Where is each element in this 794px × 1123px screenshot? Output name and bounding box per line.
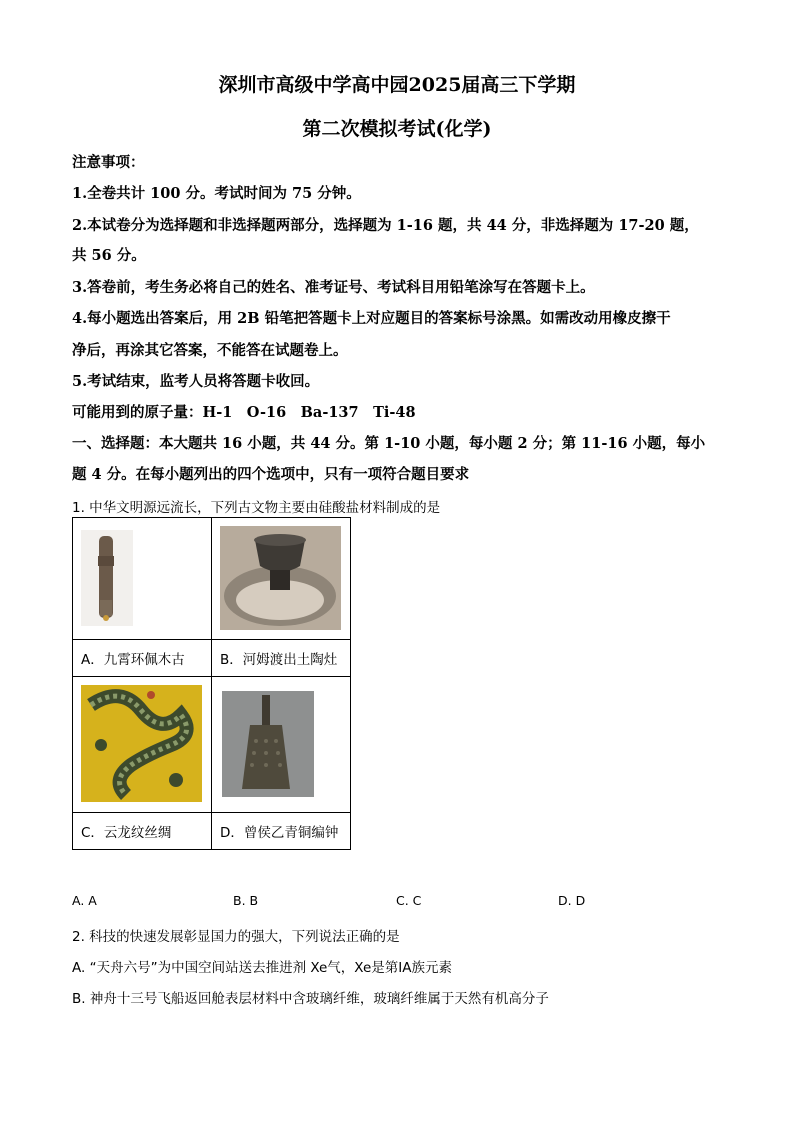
option-b-image-cell [212, 518, 351, 640]
section-instructions-line2: 题 4 分。在每小题列出的四个选项中，只有一项符合题目要求 [72, 466, 470, 483]
atomic-masses: 可能用到的原子量：H-1 O-16 Ba-137 Ti-48 [72, 404, 416, 421]
section-instructions-line1: 一、选择题：本大题共 16 小题，共 44 分。第 1-10 小题，每小题 2 分；第 11-16 小题，每小 [72, 435, 706, 452]
option-a-image-cell [73, 518, 212, 640]
choice-a[interactable]: A. A [72, 893, 97, 908]
guqin-photo [81, 530, 133, 626]
option-c-label: C．云龙纹丝绸 [73, 813, 212, 850]
note-2-line1: 2.本试卷分为选择题和非选择题两部分，选择题为 1-16 题，共 44 分，非选择题为 17-20 题， [72, 217, 699, 234]
option-a-label: A．九霄环佩木古 [73, 640, 212, 677]
option-d-label: D．曾侯乙青铜编钟 [212, 813, 351, 850]
pottery-stove-photo [220, 526, 341, 630]
question-1-stem: 1. 中华文明源远流长，下列古文物主要由硅酸盐材料制成的是 [72, 500, 441, 516]
note-1: 1.全卷共计 100 分。考试时间为 75 分钟。 [72, 185, 361, 202]
question-2-option-b[interactable]: B. 神舟十三号飞船返回舱表层材料中含玻璃纤维，玻璃纤维属于天然有机高分子 [72, 991, 549, 1007]
dragon-silk-photo [81, 685, 202, 802]
exam-title-line1: 深圳市高级中学高中园2025届高三下学期 [218, 74, 576, 96]
choice-d[interactable]: D. D [558, 893, 586, 908]
notes-heading: 注意事项： [72, 154, 145, 171]
exam-title-line2: 第二次模拟考试(化学) [302, 118, 492, 140]
option-b-label: B．河姆渡出土陶灶 [212, 640, 351, 677]
question-2-option-a[interactable]: A. “天舟六号”为中国空间站送去推进剂 Xe气，Xe是第ⅠA族元素 [72, 960, 452, 976]
choice-b[interactable]: B. B [233, 893, 259, 908]
choice-c[interactable]: C. C [396, 893, 422, 908]
option-c-image-cell [73, 677, 212, 813]
note-4-line1: 4.每小题选出答案后，用 2B 铅笔把答题卡上对应题目的答案标号涂黑。如需改动用橡皮擦干 [72, 310, 671, 327]
note-5: 5.考试结束，监考人员将答题卡收回。 [72, 373, 320, 390]
bronze-bell-photo [222, 691, 314, 797]
note-2-line2: 共 56 分。 [72, 247, 146, 264]
option-d-image-cell [212, 677, 351, 813]
note-3: 3.答卷前，考生务必将自己的姓名、准考证号、考试科目用铅笔涂写在答题卡上。 [72, 279, 595, 296]
note-4-line2: 净后，再涂其它答案，不能答在试题卷上。 [72, 342, 348, 359]
question-2-stem: 2. 科技的快速发展彰显国力的强大，下列说法正确的是 [72, 929, 400, 945]
question-1-options-table [72, 517, 351, 850]
